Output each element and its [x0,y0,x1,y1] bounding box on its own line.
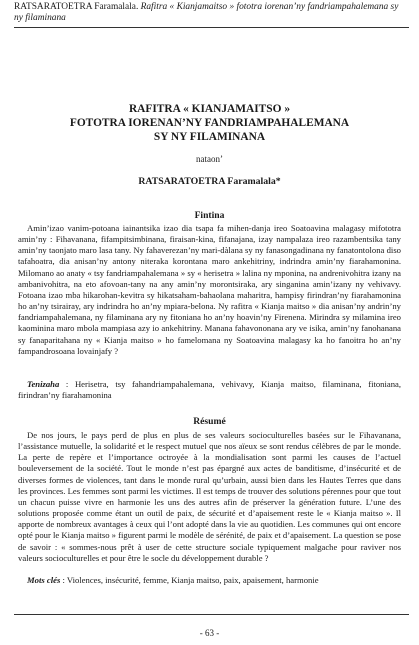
abstract-fr-body: De nos jours, le pays perd de plus en plus de ses valeurs socioculturelles basées sur le Fihavanana, l’assistance mutuelle, la solidarité et le respect mutuel que nos aïeux se sont rendus célèbres de par le monde. La perte de repère et l’importance octroyée à la mondialisation sont parmi les causes de l’actuel bouleversement de la société. Tout le monde n’est pas épargné aux actes de banditisme, d’insécurité et de diverses formes de violences, tant dans le monde rural qu’urbain, aussi bien dans les Hautes Terres que dans les provinces. Les femmes sont parmi les victimes. Il est temps de trouver des solutions pérennes pour que tout un chacun puisse vivre en harmonie les uns des autres afin de préserver la génération future. L’une des solutions proposée comme étant un outil de paix, de sécurité et d’apaisement reste le « Kianja maitso ». Il apporte de nombreux avantages à ceux qui l’ont adopté dans la vie au quotidien. Les communes qui ont encore opté pour le Kianja maitso » figurent parmi le modèle de sérénité, de paix et d’apaisement. La question se pose de savoir : « sommes-nous prêt à user de cette structure sociale typiquement malgache pour raviver nos valeurs socioculturelles et pour être le socle du développement durable ? [18,430,401,563]
title-line: FOTOTRA IORENAN’NY FANDRIAMPAHALEMANA [69,116,350,129]
keywords-label: Mots clés [27,575,61,585]
title-line: RAFITRA « KIANJAMAITSO » [128,103,291,115]
author-name: RATSARATOETRA Faramalala* [138,176,281,187]
abstract-mg-heading: Fintina [194,210,225,221]
running-head-author: RATSARATOETRA Faramalala. [14,2,139,12]
keywords-text: : Herisetra, tsy fahandriampahalemana, vehivavy, Kianja maitso, filaminana, fitoniana, firindran’ny fiarahamonina [18,379,402,401]
title-note: nataon’ [196,154,223,164]
page-number: - 63 - [199,628,220,638]
title-line: SY NY FILAMINANA [153,130,266,143]
abstract-mg-keywords [18,379,401,401]
article-title [20,103,399,144]
abstract-fr-keywords [18,575,401,586]
abstract-fr-heading: Résumé [193,416,226,427]
running-head-journal: Rafitra « Kianjamaitso » fototra iorenan’ny fandriampahalemana sy ny filaminana [14,2,399,24]
running-head [14,2,409,24]
abstract-mg-body: Amin’izao vanim-potoana iainantsika izao dia tsapa fa mihen-danja ireo Soatoavina malagasy mifototra amin’ny : Fihavanana, fifampitsimbinana, firaisan-kina, fifanajana, izay nampalaza ireo razambentsika tany amin’ny taonjato maro lasa tany. Ny fahaverezan’ny mari-dàlana sy ny fanasongadinana ny fanatontolona diso tafahoatra, dia anisan’ny antony niteraka korontana maro ankehitriny, indrindra amin’ny fiarahamonina. Milomano ao anaty « tsy fandriampahalemana » sy « herisetra » lalina ny mponina, na andrenivohitra izany na ambanivohitra, na eto afovoan-tany na any amin’ny morontsiraka, ary singanina amin’izany ny vehivavy. Fotoana izao mba hikarohan-kevitra sy hikatsaham-bahaolana maharitra, hampisy firindran’ny fiarahamonina ho an’ny tsirairay, ary indrindra ho an’ny mpiara-belona. Ny rafitra « Kianja maitso » dia anisan’ny andrin’ny fandriampahalemana, ny filaminana ary ny fitoniana ho an’ny hoavin’ny Firenena. Mirindra sy milamina ireo kaominina maro mbola mampiasa azy io ankehitriny. Manana fahavononana ary ve isika, amin’ny fanohanana sy fanaparitahana ny « Kianja maitso » ho famelomana ny Soatoavina malagasy ka ho fanoitra ho an’ny fampandrosoana lovainjafy ? [18,223,401,356]
keywords-text: : Violences, insécurité, femme, Kianja maitso, paix, apaisement, harmonie [62,575,319,585]
keywords-label: Tenizaha [27,379,60,389]
header-rule [14,27,409,28]
footer-rule [14,614,409,615]
